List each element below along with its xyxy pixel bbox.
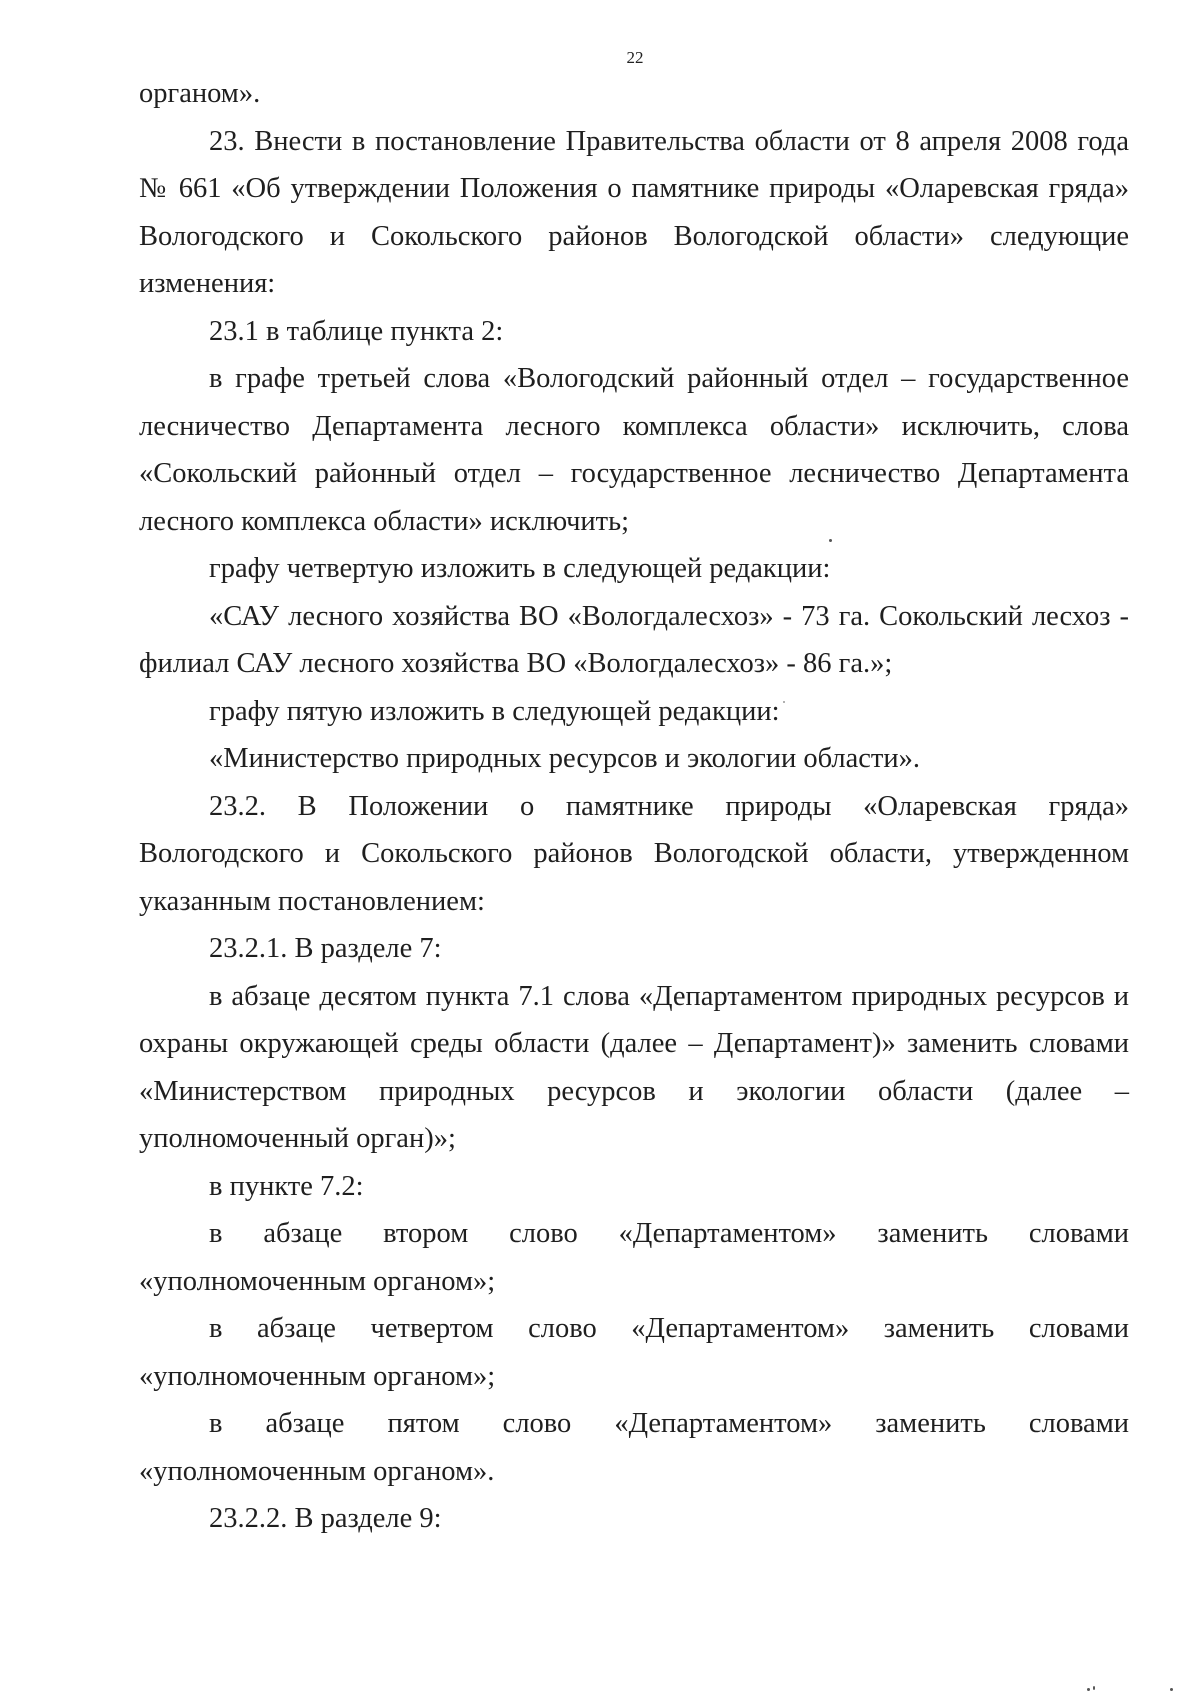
paragraph-column-five-intro: графу пятую изложить в следующей редакции:	[209, 695, 780, 727]
paragraph-item-23-2-2: 23.2.2. В разделе 9:	[209, 1503, 442, 1534]
scan-speck	[1170, 1688, 1173, 1691]
paragraph-fifth-abzac: в абзаце пятом слово «Департаментом» заменить словами «уполномоченным органом».	[139, 1408, 1129, 1487]
page-number: 22	[626, 48, 644, 67]
document-body	[139, 70, 1129, 1543]
paragraph-item-23-1: 23.1 в таблице пункта 2:	[209, 315, 504, 347]
scan-speck	[783, 701, 785, 703]
paragraph-continuation: органом».	[139, 78, 261, 109]
scan-speck	[1093, 1686, 1095, 1690]
paragraph-item-23-2: 23.2. В Положении о памятнике природы «Оларевская гряда» Вологодского и Сокольского районов Вологодской области, утвержденном указанным постановлением:	[139, 790, 1129, 917]
paragraph-column-four-intro: графу четвертую изложить в следующей редакции:	[209, 553, 831, 584]
paragraph-second-abzac: в абзаце втором слово «Департаментом» заменить словами «уполномоченным органом»;	[139, 1218, 1129, 1297]
paragraph-column-five-text: «Министерство природных ресурсов и экологии области».	[209, 743, 920, 774]
paragraph-item-23: 23. Внести в постановление Правительства области от 8 апреля 2008 года № 661 «Об утверждении Положения о памятнике природы «Оларевская гряда» Вологодского и Сокольского районов Вологодской области» следующие изменения:	[139, 125, 1129, 299]
paragraph-point-7-2: в пункте 7.2:	[209, 1170, 364, 1202]
paragraph-item-23-2-1: 23.2.1. В разделе 7:	[209, 933, 442, 964]
scan-speck	[1087, 1688, 1090, 1691]
scan-speck	[829, 539, 832, 542]
paragraph-column-three: в графе третьей слова «Вологодский районный отдел – государственное лесничество Департамента лесного комплекса области» исключить, слова «Сокольский районный отдел – государственное лесничество Департамента лесного комплекса области» исключить;	[139, 363, 1129, 537]
paragraph-column-four-text: «САУ лесного хозяйства ВО «Вологдалесхоз» - 73 га. Сокольский лесхоз - филиал САУ лесного хозяйства ВО «Вологдалесхоз» - 86 га.»;	[139, 600, 1129, 679]
paragraph-fourth-abzac: в абзаце четвертом слово «Департаментом» заменить словами «уполномоченным органом»;	[139, 1313, 1129, 1392]
paragraph-point-7-1: в абзаце десятом пункта 7.1 слова «Департаментом природных ресурсов и охраны окружающей среды области (далее – Департамент)» заменить словами «Министерством природных ресурсов и экологии области (далее – уполномоченный орган)»;	[139, 980, 1129, 1154]
